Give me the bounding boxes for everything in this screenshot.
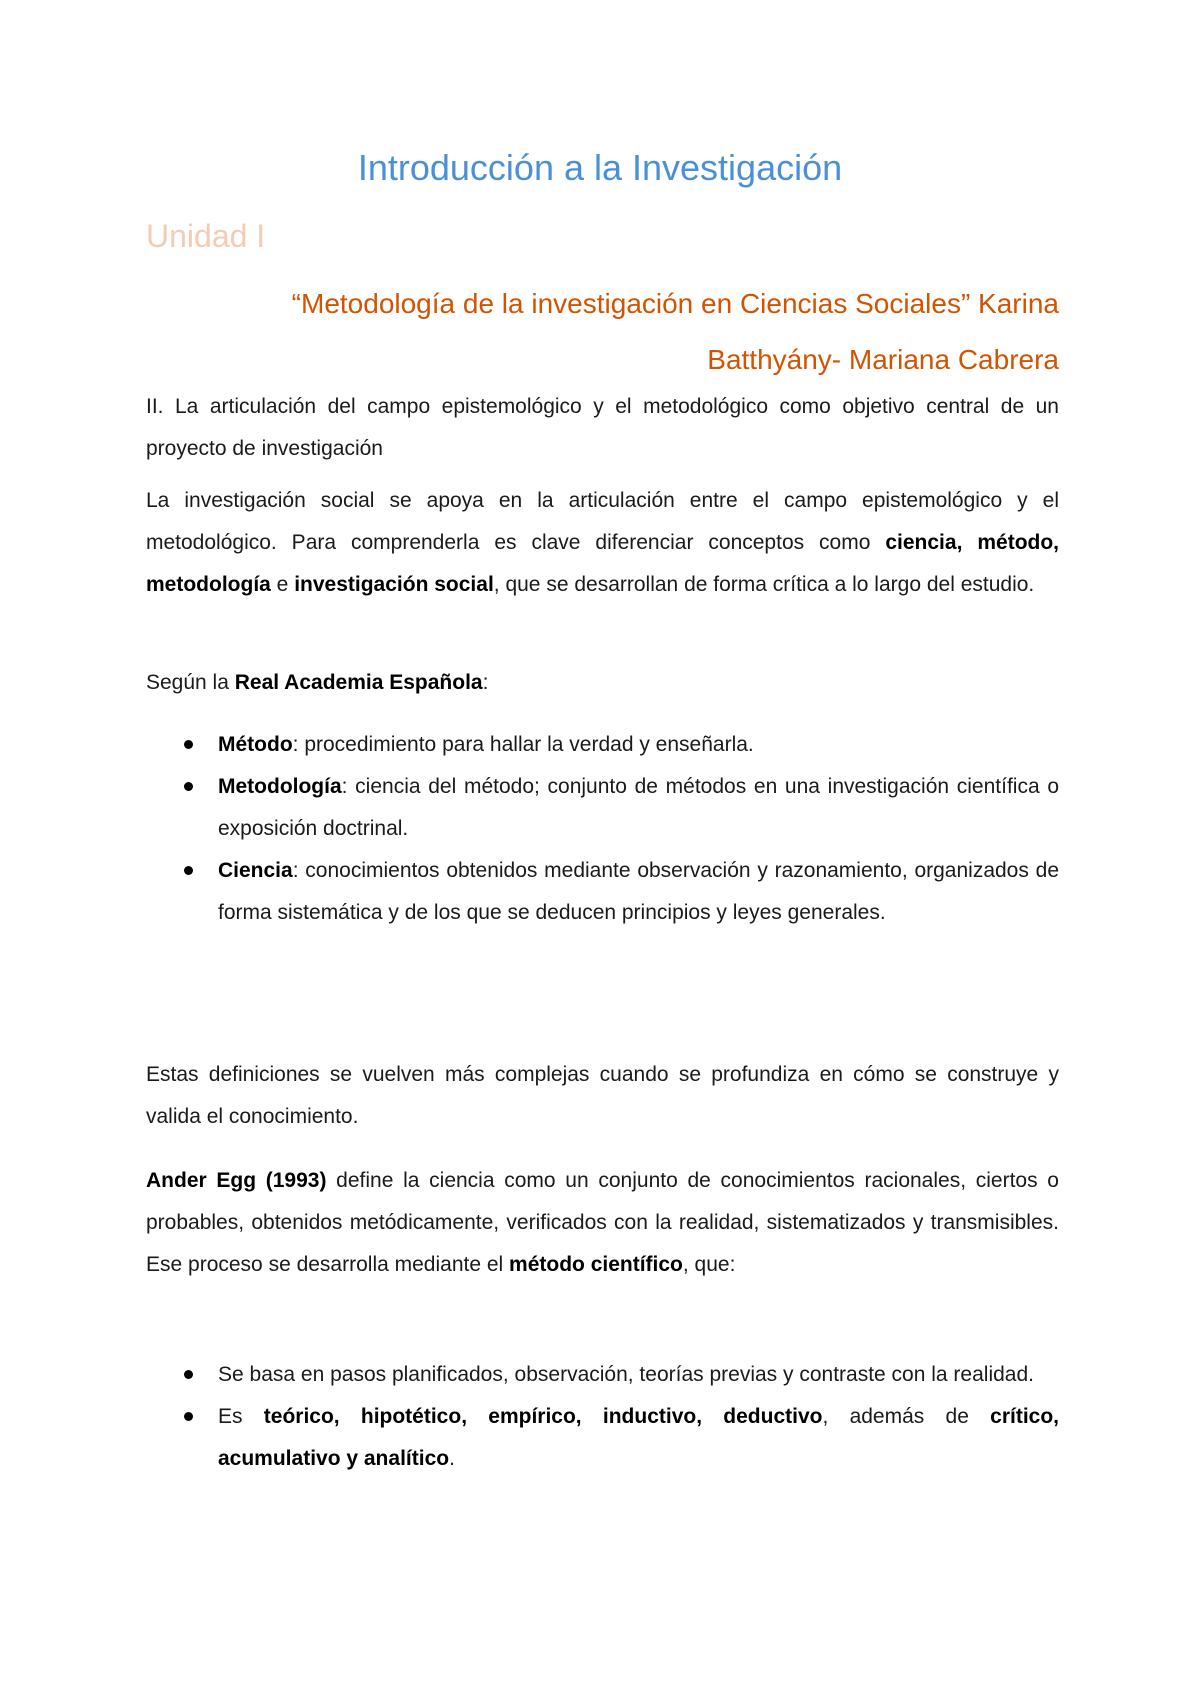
bullet-icon: [184, 740, 193, 749]
paragraph-text: Según la: [146, 671, 235, 694]
definitions-list: [146, 724, 1059, 934]
paragraph-rae: [146, 662, 1059, 704]
list-item-text: .: [449, 1447, 455, 1470]
bullet-icon: [184, 1370, 193, 1379]
document-title: Introducción a la Investigación: [357, 147, 843, 188]
paragraph-text: e: [270, 573, 295, 596]
list-item: [146, 1396, 1059, 1480]
paragraph-complexity: Estas definiciones se vuelven más complejas cuando se profundiza en cómo se construye y valida el conocimiento.: [146, 1063, 1059, 1128]
bold-term: ciencia, método, metodología: [146, 531, 1060, 596]
bullet-icon: [184, 1412, 193, 1421]
definition-text: : ciencia del método; conjunto de métodos en una investigación científica o exposición doctrinal.: [218, 775, 1059, 840]
book-reference-line-2: Batthyány- Mariana Cabrera: [707, 344, 1059, 375]
bold-term: investigación social: [294, 573, 494, 596]
method-list: [146, 1354, 1059, 1480]
list-item: [146, 766, 1059, 850]
section-heading: II. La articulación del campo epistemológico y el metodológico como objetivo central de un proyecto de investigación: [146, 395, 1059, 460]
definition-text: : conocimientos obtenidos mediante observación y razonamiento, organizados de forma sistemática y de los que se deducen principios y leyes generales.: [218, 859, 1059, 924]
paragraph-text: , que se desarrollan de forma crítica a lo largo del estudio.: [493, 573, 1035, 596]
definition-term: Método: [218, 733, 293, 756]
definition-term: Ciencia: [218, 859, 293, 882]
author-citation: Ander Egg (1993): [146, 1169, 327, 1192]
bullet-icon: [184, 782, 193, 791]
list-item: [146, 724, 1059, 766]
paragraph-text: La investigación social se apoya en la articulación entre el campo epistemológico y el metodológico. Para comprenderla es clave diferenciar conceptos como: [146, 489, 1059, 554]
bold-term: crítico, acumulativo y analítico: [218, 1405, 1059, 1470]
bullet-icon: [184, 866, 193, 875]
list-item-text: Es: [218, 1405, 264, 1428]
definition-term: Metodología: [218, 775, 342, 798]
bold-term: método científico: [509, 1253, 683, 1276]
paragraph-text: :: [482, 671, 489, 694]
list-item: [146, 1354, 1059, 1396]
paragraph-text: , que:: [682, 1253, 736, 1276]
bold-term: teórico, hipotético, empírico, inductivo, deductivo: [263, 1405, 823, 1428]
list-item-text: Se basa en pasos planificados, observación, teorías previas y contraste con la realidad.: [218, 1363, 1034, 1386]
paragraph-articulation: [146, 480, 1059, 606]
unit-heading: Unidad I: [146, 218, 266, 254]
paragraph-text: define la ciencia como un conjunto de conocimientos racionales, ciertos o probables, obtenidos metódicamente, verificados con la realidad, sistematizados y transmisibles. Ese proceso se desarrolla mediante el: [146, 1169, 1059, 1276]
book-reference: [146, 276, 1059, 388]
definition-text: : procedimiento para hallar la verdad y enseñarla.: [292, 733, 754, 756]
list-item-text: , además de: [822, 1405, 991, 1428]
bold-term: Real Academia Española: [234, 671, 483, 694]
book-reference-line-1: “Metodología de la investigación en Ciencias Sociales” Karina: [291, 288, 1059, 319]
paragraph-ander-egg: [146, 1160, 1059, 1286]
list-item: [146, 850, 1059, 934]
